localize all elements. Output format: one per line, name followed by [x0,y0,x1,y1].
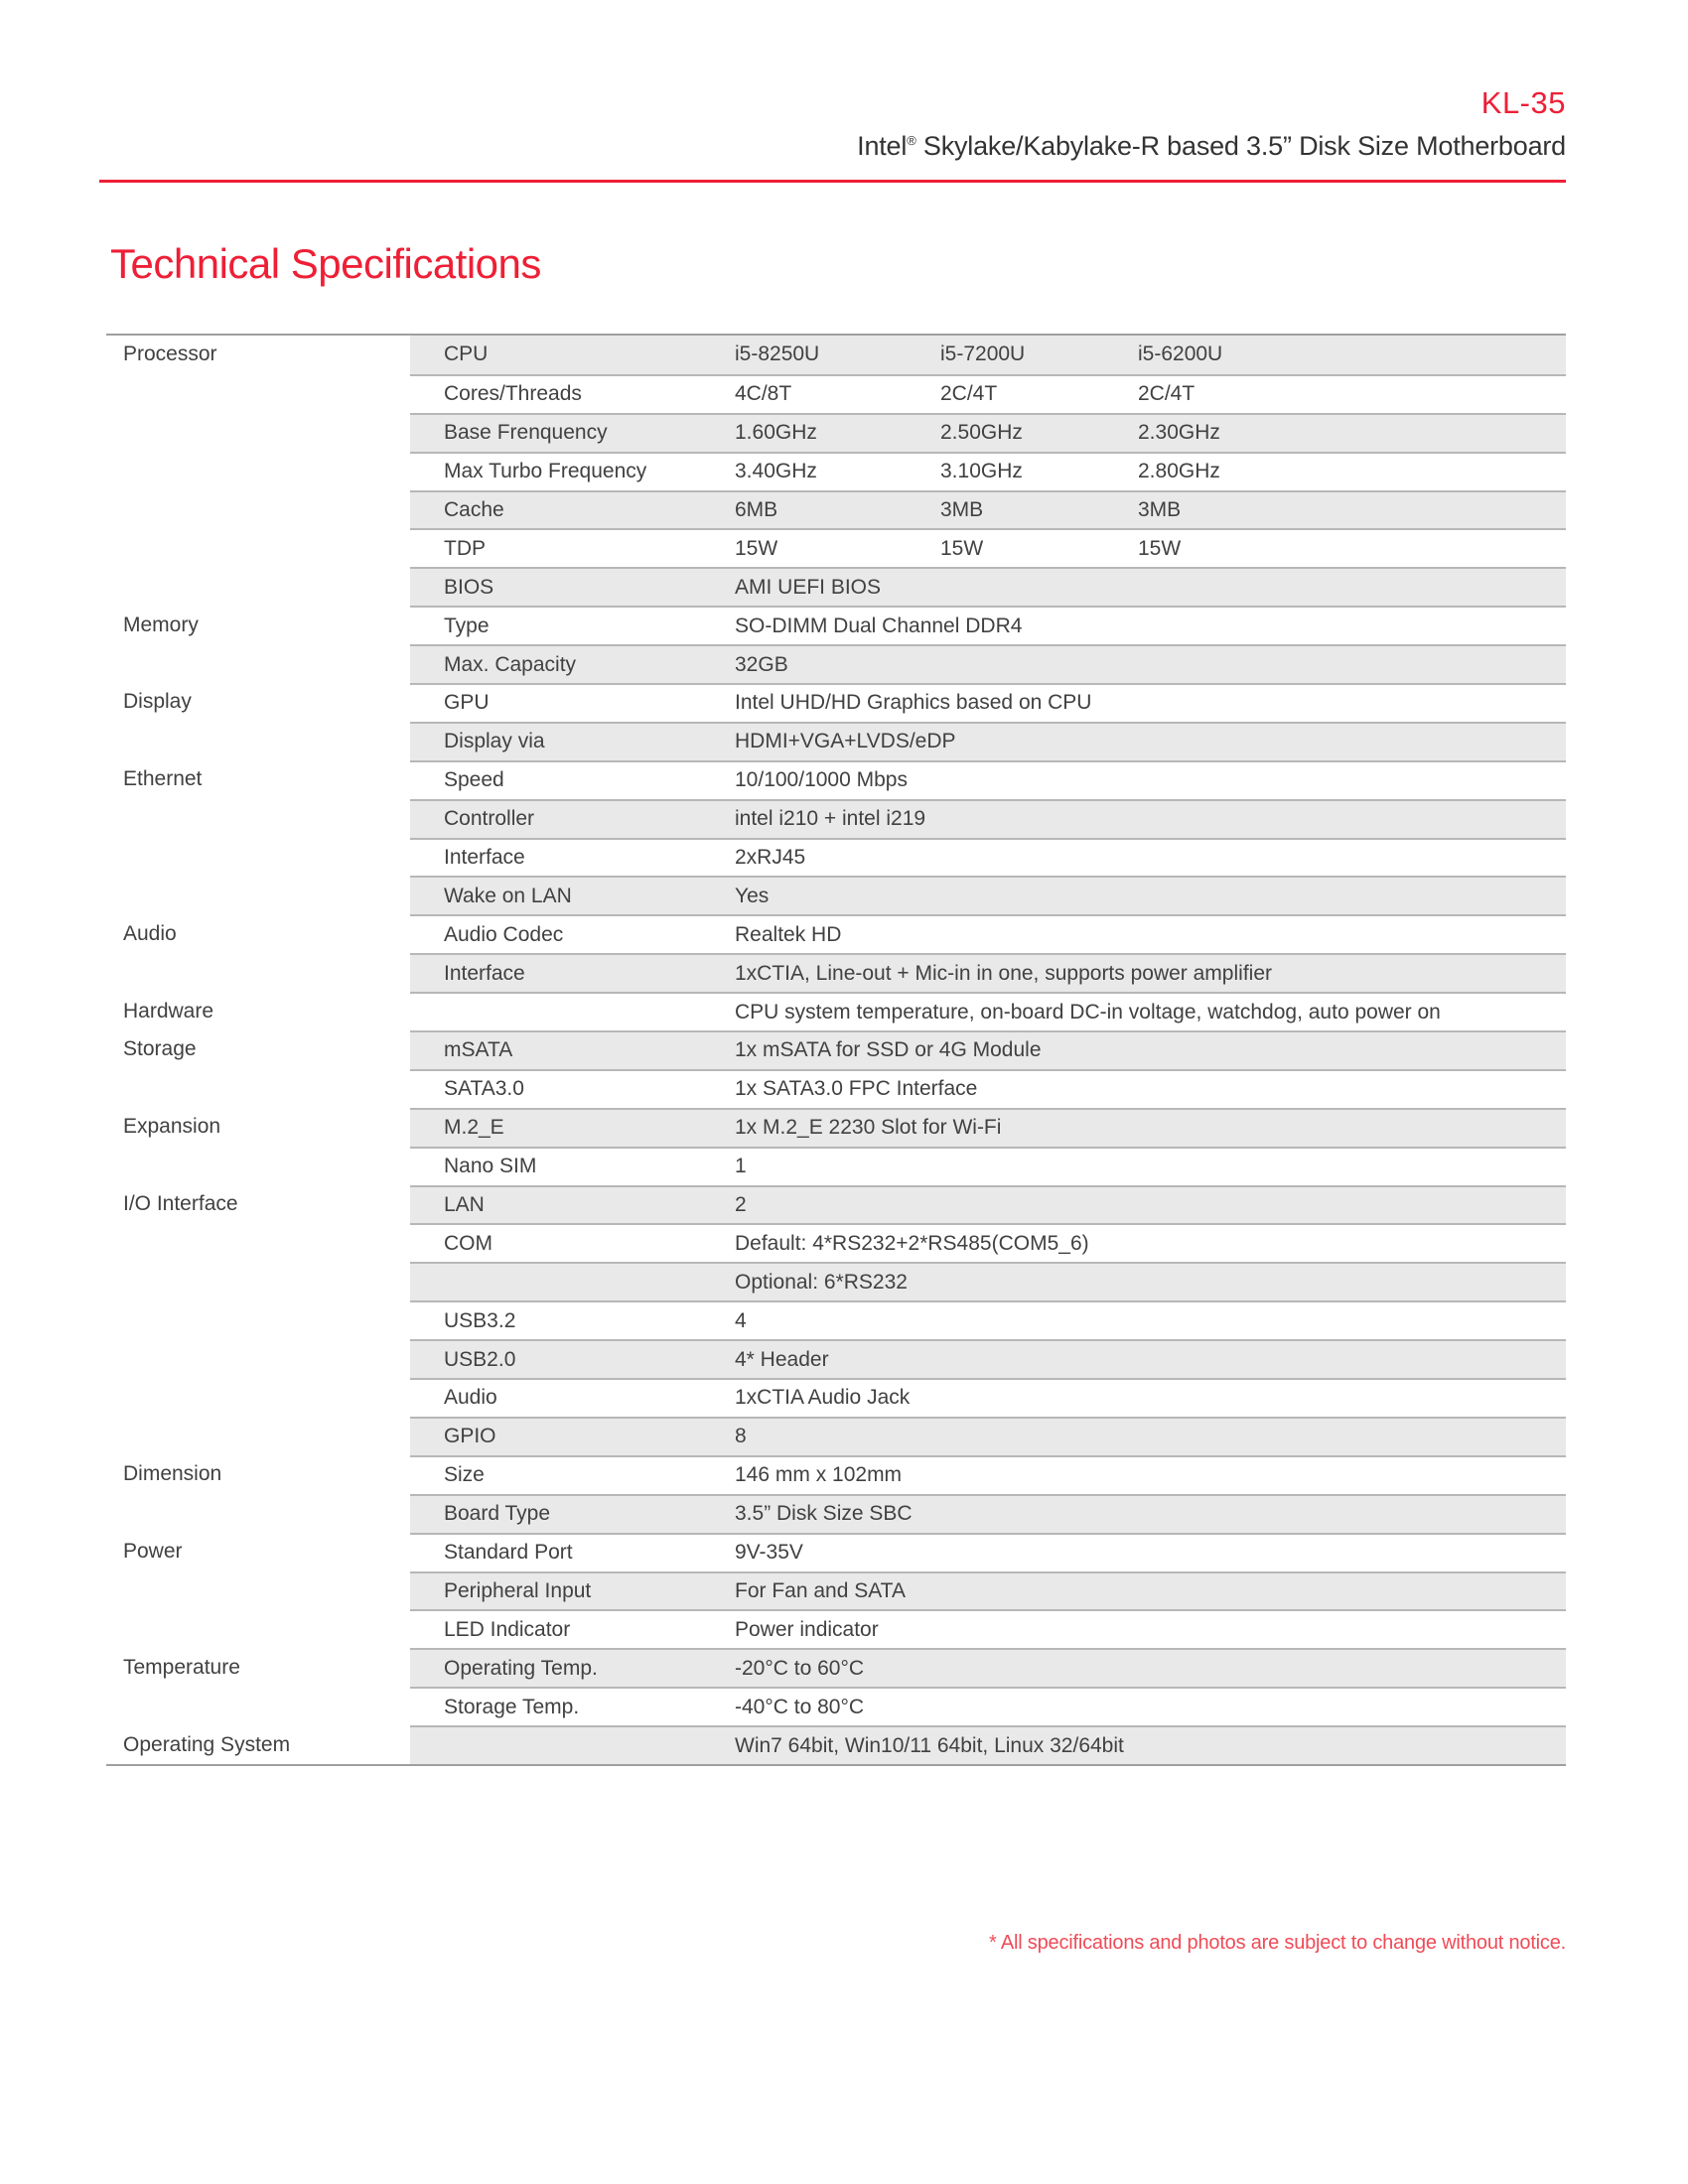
category-cell [106,567,410,606]
spec-row-cells [410,1494,1566,1533]
spec-value-cell: 15W [940,536,984,560]
spec-row-cells [410,953,1566,992]
spec-value-cell: 1.60GHz [735,421,817,445]
spec-label-cell: mSATA [444,1038,513,1062]
spec-label-cell: USB3.2 [444,1308,516,1332]
spec-value-cell: Win7 64bit, Win10/11 64bit, Linux 32/64bit [735,1733,1124,1757]
spec-label-cell: SATA3.0 [444,1077,524,1101]
spec-label-cell: Max. Capacity [444,652,577,676]
category-cell [106,528,410,567]
spec-label-cell: Type [444,614,490,637]
spec-value-cell: 10/100/1000 Mbps [735,768,908,792]
table-row [106,914,1566,953]
spec-value-cell: i5-6200U [1138,342,1223,366]
spec-value-cell: 1 [735,1155,747,1178]
table-row [106,799,1566,838]
spec-value-cell: 15W [1138,536,1182,560]
spec-value-cell: 1xCTIA, Line-out + Mic-in in one, supports power amplifier [735,961,1272,985]
spec-label-cell: Size [444,1463,485,1487]
category-cell: Operating System [106,1725,410,1764]
spec-value-cell: intel i210 + intel i219 [735,807,926,831]
spec-label-cell: Audio [444,1386,497,1410]
spec-row-cells [410,567,1566,606]
spec-value-cell: 32GB [735,652,788,676]
table-row [106,1262,1566,1300]
category-cell: Power [106,1533,410,1571]
spec-value-cell: 1x mSATA for SSD or 4G Module [735,1038,1042,1062]
spec-value-cell: 146 mm x 102mm [735,1463,903,1487]
spec-label-cell: Interface [444,961,525,985]
category-cell: Temperature [106,1648,410,1687]
table-row [106,1339,1566,1378]
spec-value-cell: 1xCTIA Audio Jack [735,1386,911,1410]
spec-value-cell: SO-DIMM Dual Channel DDR4 [735,614,1023,637]
spec-value-cell: CPU system temperature, on-board DC-in voltage, watchdog, auto power on [735,1000,1441,1024]
header-divider [99,180,1566,183]
spec-row-cells [410,876,1566,914]
spec-label-cell: M.2_E [444,1116,504,1140]
category-cell: Ethernet [106,760,410,799]
table-row [106,1648,1566,1687]
table-row [106,1571,1566,1610]
category-cell [106,452,410,490]
table-row [106,1147,1566,1185]
spec-value-cell: 2xRJ45 [735,846,806,870]
table-row [106,1185,1566,1224]
table-row [106,1609,1566,1648]
spec-row-cells [410,722,1566,760]
spec-label-cell: Controller [444,807,535,831]
table-row [106,1223,1566,1262]
subtitle-text: Skylake/Kabylake-R based 3.5” Disk Size Motherboard [915,131,1566,161]
spec-value-cell: 9V-35V [735,1541,803,1565]
category-cell [106,490,410,529]
spec-row-cells [410,1223,1566,1262]
table-row [106,1455,1566,1494]
spec-label-cell: Wake on LAN [444,884,572,907]
spec-row-cells [410,1378,1566,1417]
product-name: KL-35 [1480,85,1566,120]
spec-value-cell: i5-8250U [735,342,820,366]
spec-row-cells [410,1455,1566,1494]
spec-row-cells [410,1262,1566,1300]
spec-row-cells [410,336,1566,374]
spec-row-cells [410,1609,1566,1648]
spec-value-cell: 2.50GHz [940,421,1023,445]
spec-label-cell: BIOS [444,575,494,599]
spec-row-cells [410,374,1566,413]
product-subtitle [857,124,1566,163]
table-row [106,644,1566,683]
spec-row-cells [410,1571,1566,1610]
spec-row-cells [410,1185,1566,1224]
spec-row-cells [410,1069,1566,1108]
spec-value-cell: 2.30GHz [1138,421,1220,445]
category-cell [106,1378,410,1417]
category-cell [106,1262,410,1300]
table-row [106,992,1566,1030]
spec-label-cell: Speed [444,768,504,792]
spec-value-cell: For Fan and SATA [735,1578,906,1602]
spec-row-cells [410,1687,1566,1725]
spec-label-cell: TDP [444,536,486,560]
registered-mark: ® [907,133,916,148]
section-title: Technical Specifications [110,240,541,287]
spec-row-cells [410,1417,1566,1455]
table-row [106,1030,1566,1069]
spec-value-cell: 4C/8T [735,382,792,406]
category-cell: Audio [106,914,410,953]
table-row [106,1417,1566,1455]
category-cell [106,799,410,838]
spec-label-cell: GPU [444,691,490,715]
table-row [106,760,1566,799]
table-row [106,1378,1566,1417]
spec-row-cells [410,799,1566,838]
spec-label-cell: Base Frenquency [444,421,608,445]
category-cell [106,1571,410,1610]
footnote: * All specifications and photos are subject to change without notice. [988,1932,1566,1954]
table-row [106,413,1566,452]
spec-value-cell: Realtek HD [735,922,842,946]
spec-value-cell: 2.80GHz [1138,460,1220,483]
spec-value-cell: 3MB [940,498,984,521]
spec-label-cell: Interface [444,846,525,870]
spec-row-cells [410,606,1566,644]
spec-row-cells [410,1725,1566,1764]
category-cell [106,374,410,413]
spec-label-cell: Board Type [444,1502,551,1526]
category-cell: Processor [106,336,410,374]
spec-row-cells [410,683,1566,722]
subtitle-brand: Intel [857,131,908,161]
spec-label-cell: Max Turbo Frequency [444,460,647,483]
spec-value-cell: 4 [735,1308,747,1332]
spec-row-cells [410,1108,1566,1147]
table-row [106,953,1566,992]
category-cell: Storage [106,1030,410,1069]
spec-value-cell: 1x SATA3.0 FPC Interface [735,1077,978,1101]
spec-label-cell: CPU [444,342,489,366]
spec-value-cell: AMI UEFI BIOS [735,575,882,599]
spec-row-cells [410,490,1566,529]
spec-value-cell: 2C/4T [1138,382,1196,406]
category-cell [106,1609,410,1648]
spec-label-cell: Cache [444,498,504,521]
spec-label-cell: Audio Codec [444,922,564,946]
spec-label-cell: Standard Port [444,1541,573,1565]
table-row [106,722,1566,760]
spec-label-cell: USB2.0 [444,1347,516,1371]
category-cell: Hardware [106,992,410,1030]
spec-value-cell: -40°C to 80°C [735,1695,865,1718]
spec-row-cells [410,413,1566,452]
spec-label-cell: Display via [444,730,545,753]
spec-table [106,334,1566,1766]
spec-row-cells [410,1147,1566,1185]
spec-label-cell: GPIO [444,1425,496,1448]
spec-value-cell: Intel UHD/HD Graphics based on CPU [735,691,1092,715]
spec-row-cells [410,1339,1566,1378]
category-cell [106,1223,410,1262]
spec-value-cell: HDMI+VGA+LVDS/eDP [735,730,956,753]
table-row [106,1725,1566,1764]
spec-row-cells [410,992,1566,1030]
spec-value-cell: Yes [735,884,770,907]
spec-value-cell: 3.5” Disk Size SBC [735,1502,913,1526]
table-row [106,1069,1566,1108]
spec-value-cell: 15W [735,536,778,560]
category-cell: I/O Interface [106,1185,410,1224]
table-row [106,452,1566,490]
spec-label-cell: LED Indicator [444,1617,571,1641]
spec-row-cells [410,452,1566,490]
spec-row-cells [410,760,1566,799]
spec-row-cells [410,1300,1566,1339]
table-row [106,374,1566,413]
category-cell [106,1417,410,1455]
spec-value-cell: 3MB [1138,498,1182,521]
spec-value-cell: i5-7200U [940,342,1026,366]
spec-row-cells [410,528,1566,567]
table-row [106,606,1566,644]
spec-label-cell: Nano SIM [444,1155,537,1178]
category-cell: Memory [106,606,410,644]
table-row [106,683,1566,722]
spec-value-cell: Power indicator [735,1617,879,1641]
table-row [106,528,1566,567]
table-row [106,1300,1566,1339]
spec-value-cell: 4* Header [735,1347,829,1371]
spec-row-cells [410,1533,1566,1571]
spec-value-cell: 2 [735,1193,747,1217]
spec-value-cell: 3.10GHz [940,460,1023,483]
category-cell [106,953,410,992]
spec-label-cell: Operating Temp. [444,1656,598,1680]
category-cell [106,838,410,877]
table-row [106,336,1566,374]
page-header [857,85,1566,163]
category-cell: Dimension [106,1455,410,1494]
spec-row-cells [410,644,1566,683]
table-row [106,876,1566,914]
category-cell [106,1687,410,1725]
category-cell: Expansion [106,1108,410,1147]
spec-value-cell: 1x M.2_E 2230 Slot for Wi-Fi [735,1116,1002,1140]
spec-value-cell: Default: 4*RS232+2*RS485(COM5_6) [735,1231,1089,1255]
spec-value-cell: Optional: 6*RS232 [735,1270,908,1294]
spec-row-cells [410,914,1566,953]
category-cell [106,644,410,683]
spec-value-cell: 8 [735,1425,747,1448]
category-cell [106,1147,410,1185]
table-row [106,838,1566,877]
table-row [106,1687,1566,1725]
table-row [106,567,1566,606]
spec-row-cells [410,838,1566,877]
spec-value-cell: -20°C to 60°C [735,1656,865,1680]
category-cell [106,1069,410,1108]
table-row [106,1494,1566,1533]
category-cell [106,413,410,452]
category-cell [106,1339,410,1378]
category-cell: Display [106,683,410,722]
category-cell [106,722,410,760]
spec-label-cell: COM [444,1231,492,1255]
table-row [106,1108,1566,1147]
spec-label-cell: Cores/Threads [444,382,582,406]
spec-label-cell: Storage Temp. [444,1695,580,1718]
table-row [106,1533,1566,1571]
spec-value-cell: 3.40GHz [735,460,817,483]
spec-row-cells [410,1030,1566,1069]
category-cell [106,1494,410,1533]
category-cell [106,876,410,914]
category-cell [106,1300,410,1339]
spec-value-cell: 6MB [735,498,778,521]
table-row [106,490,1566,529]
spec-row-cells [410,1648,1566,1687]
spec-label-cell: Peripheral Input [444,1578,592,1602]
spec-value-cell: 2C/4T [940,382,998,406]
spec-label-cell: LAN [444,1193,485,1217]
